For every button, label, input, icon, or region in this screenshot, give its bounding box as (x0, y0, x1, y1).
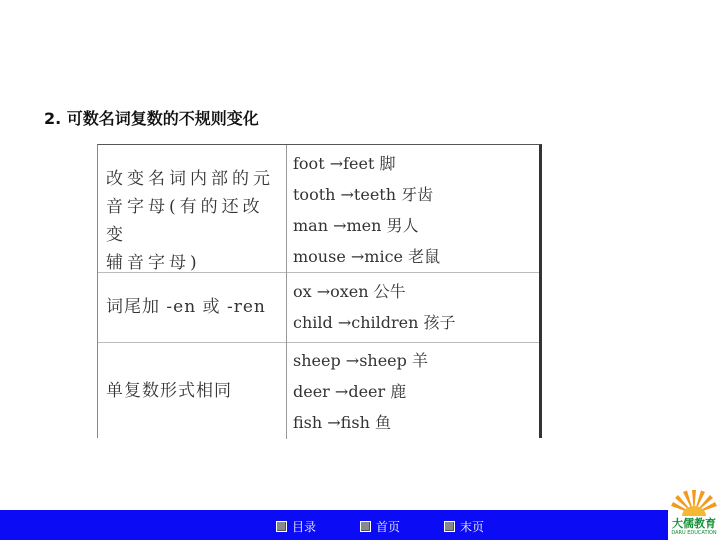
square-icon (360, 521, 371, 532)
rule-cell (98, 342, 287, 439)
rule-cell (98, 145, 287, 272)
example-line: ox →oxen 公牛 (293, 282, 406, 301)
toc-button[interactable] (276, 518, 316, 535)
example-line: man →men 男人 (293, 216, 419, 235)
example-line: mouse →mice 老鼠 (293, 247, 441, 266)
last-page-label: 末页 (460, 520, 485, 534)
toc-label: 目录 (292, 520, 317, 534)
rule-line: 改变名词内部的元 (106, 169, 274, 189)
logo-subtext: DARU EDUCATION (671, 530, 717, 536)
last-page-button[interactable] (444, 518, 484, 535)
rule-line: 音字母(有的还改变 (106, 197, 264, 245)
rule-line: 辅音字母) (106, 253, 201, 273)
examples-cell (287, 145, 539, 272)
example-line: tooth →teeth 牙齿 (293, 185, 434, 204)
rule-text: 词尾加 -en 或 -ren (106, 297, 266, 317)
logo-text: 大儒教育 (672, 517, 716, 530)
rule-text: 单复数形式相同 (106, 380, 232, 401)
table-row (98, 272, 539, 343)
table-row (98, 342, 539, 439)
table-row (98, 145, 539, 273)
example-line: sheep →sheep 羊 (293, 351, 428, 370)
example-line: foot →feet 脚 (293, 154, 396, 173)
examples-cell (287, 342, 539, 439)
irregular-plural-table (97, 144, 542, 438)
navigation-bar (0, 510, 720, 540)
first-page-button[interactable] (360, 518, 400, 535)
examples-cell (287, 272, 539, 342)
brand-logo (668, 478, 720, 540)
rule-cell (98, 272, 287, 342)
example-line: fish →fish 鱼 (293, 413, 391, 432)
square-icon (276, 521, 287, 532)
section-heading: 2. 可数名词复数的不规则变化 (44, 109, 259, 128)
first-page-label: 首页 (376, 520, 401, 534)
example-line: deer →deer 鹿 (293, 382, 407, 401)
sun-icon (668, 478, 720, 518)
square-icon (444, 521, 455, 532)
example-line: child →children 孩子 (293, 313, 456, 332)
